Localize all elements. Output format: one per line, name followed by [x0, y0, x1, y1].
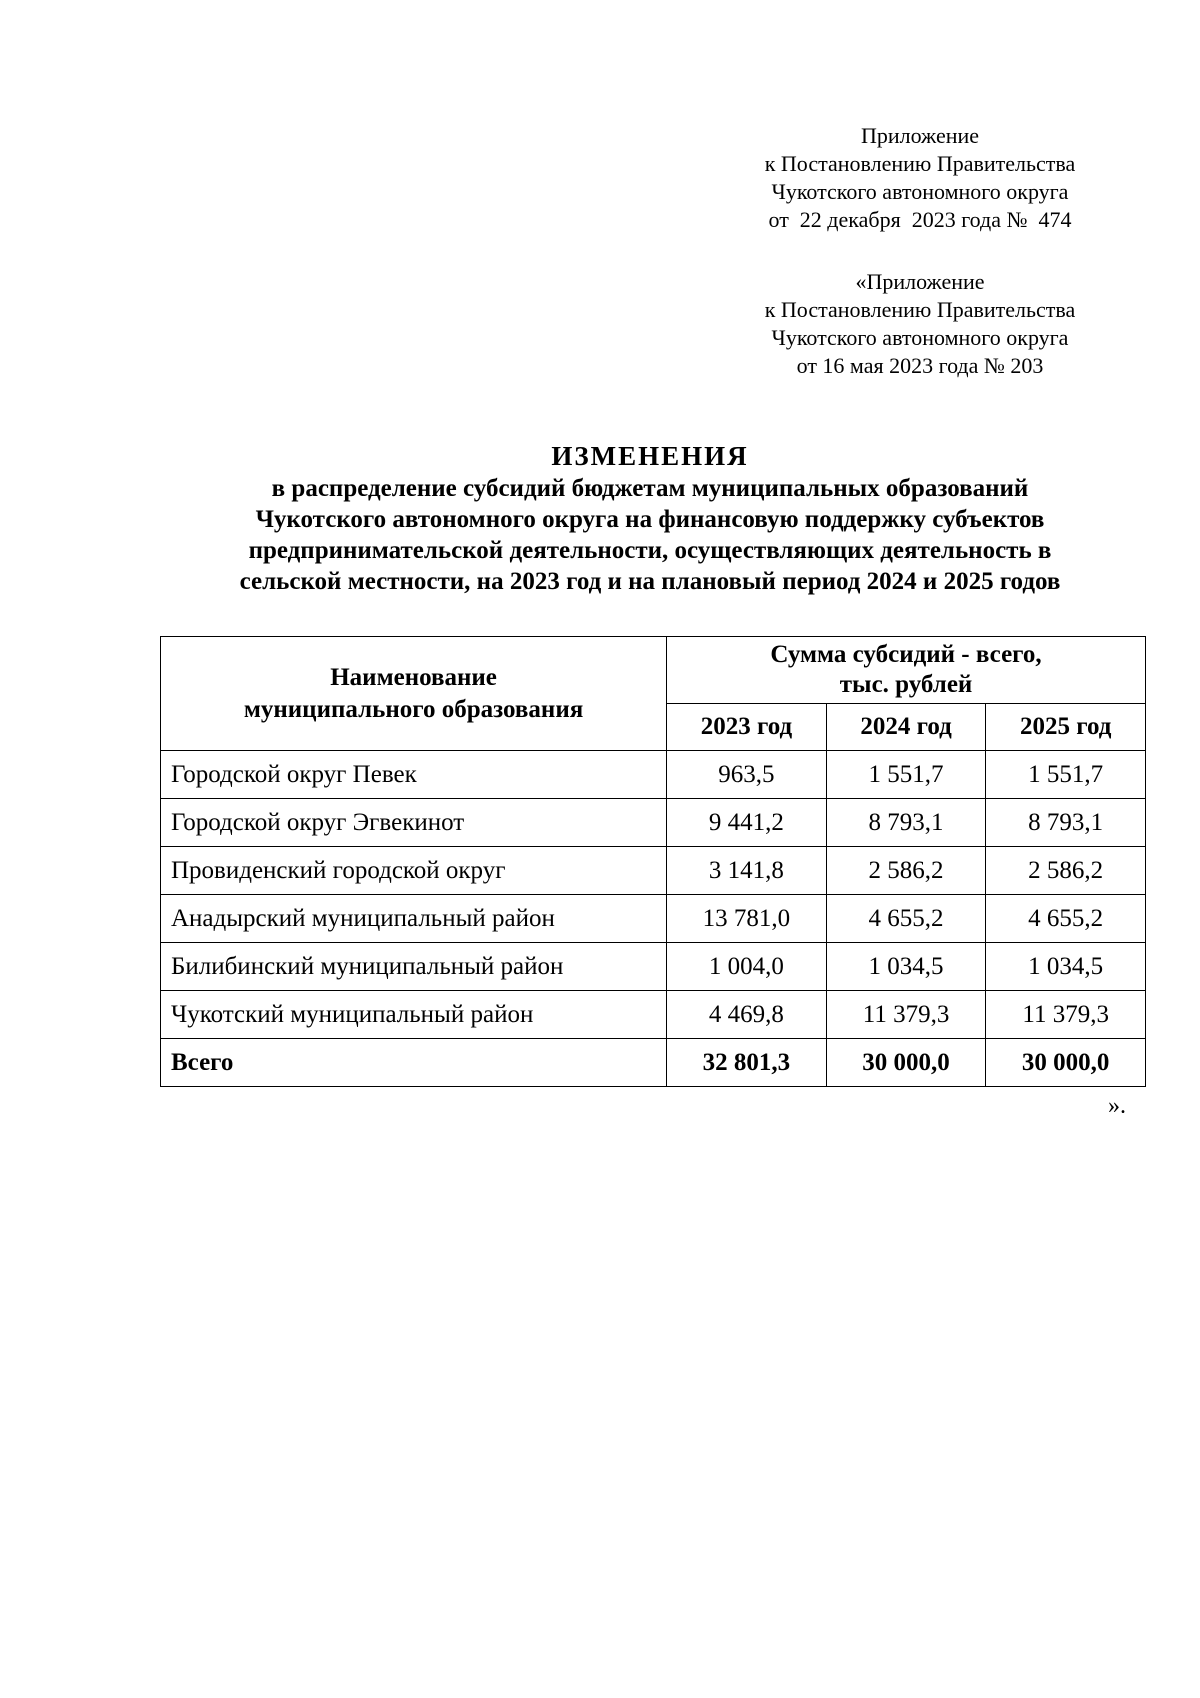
total-2024: 30 000,0 — [826, 1039, 986, 1087]
value-2025: 1 551,7 — [986, 751, 1146, 799]
table-total-row — [161, 1039, 1146, 1087]
appendix-line: к Постановлению Правительства — [764, 297, 1076, 322]
value-2025: 8 793,1 — [986, 799, 1146, 847]
header-name-line: Наименование — [330, 663, 497, 691]
value-2024: 2 586,2 — [826, 847, 986, 895]
table-row — [161, 991, 1146, 1039]
subsidy-table — [160, 636, 1146, 1087]
municipality-name: Провиденский городской округ — [161, 847, 667, 895]
value-2024: 1 551,7 — [826, 751, 986, 799]
value-2023: 1 004,0 — [667, 943, 827, 991]
appendix-line: «Приложение — [855, 269, 985, 294]
appendix-line: Чукотского автономного округа — [771, 325, 1069, 350]
value-2023: 963,5 — [667, 751, 827, 799]
table-row — [161, 895, 1146, 943]
table-row — [161, 943, 1146, 991]
document-title — [120, 440, 1180, 597]
appendix-line: к Постановлению Правительства — [764, 151, 1076, 176]
appendix-line: от 16 мая 2023 года № 203 — [796, 353, 1044, 378]
total-2025: 30 000,0 — [986, 1039, 1146, 1087]
value-2024: 8 793,1 — [826, 799, 986, 847]
closing-quote: ». — [1108, 1093, 1126, 1119]
value-2023: 13 781,0 — [667, 895, 827, 943]
header-name-line: муниципального образования — [243, 695, 584, 723]
value-2025: 11 379,3 — [986, 991, 1146, 1039]
appendix-line: Приложение — [860, 123, 980, 148]
title-line: Чукотского автономного округа на финансовую поддержку субъектов — [255, 506, 1045, 533]
title-line: предпринимательской деятельности, осуществляющих деятельность в — [248, 537, 1052, 564]
value-2025: 1 034,5 — [986, 943, 1146, 991]
title-heading: ИЗМЕНЕНИЯ — [551, 441, 749, 471]
value-2025: 4 655,2 — [986, 895, 1146, 943]
appendix-original-reference — [680, 268, 1160, 380]
table-row — [161, 799, 1146, 847]
column-header-name — [161, 637, 667, 751]
column-header-year-2023: 2023 год — [667, 704, 827, 751]
title-line: в распределение субсидий бюджетам муниципальных образований — [271, 475, 1029, 502]
municipality-name: Городской округ Эгвекинот — [161, 799, 667, 847]
title-line: сельской местности, на 2023 год и на плановый период 2024 и 2025 годов — [239, 568, 1061, 595]
appendix-current-reference — [680, 122, 1160, 234]
municipality-name: Билибинский муниципальный район — [161, 943, 667, 991]
column-header-year-2024: 2024 год — [826, 704, 986, 751]
value-2023: 9 441,2 — [667, 799, 827, 847]
value-2024: 4 655,2 — [826, 895, 986, 943]
header-sum-line: тыс. рублей — [839, 671, 973, 698]
municipality-name: Чукотский муниципальный район — [161, 991, 667, 1039]
value-2023: 3 141,8 — [667, 847, 827, 895]
appendix-line: Чукотского автономного округа — [771, 179, 1069, 204]
municipality-name: Городской округ Певек — [161, 751, 667, 799]
municipality-name: Анадырский муниципальный район — [161, 895, 667, 943]
table-row — [161, 751, 1146, 799]
table-row — [161, 847, 1146, 895]
header-sum-line: Сумма субсидий - всего, — [770, 641, 1042, 668]
value-2024: 1 034,5 — [826, 943, 986, 991]
column-header-sum — [667, 637, 1146, 704]
value-2024: 11 379,3 — [826, 991, 986, 1039]
value-2023: 4 469,8 — [667, 991, 827, 1039]
appendix-line: от 22 декабря 2023 года № 474 — [768, 207, 1072, 232]
total-2023: 32 801,3 — [667, 1039, 827, 1087]
column-header-year-2025: 2025 год — [986, 704, 1146, 751]
total-label: Всего — [161, 1039, 667, 1087]
value-2025: 2 586,2 — [986, 847, 1146, 895]
